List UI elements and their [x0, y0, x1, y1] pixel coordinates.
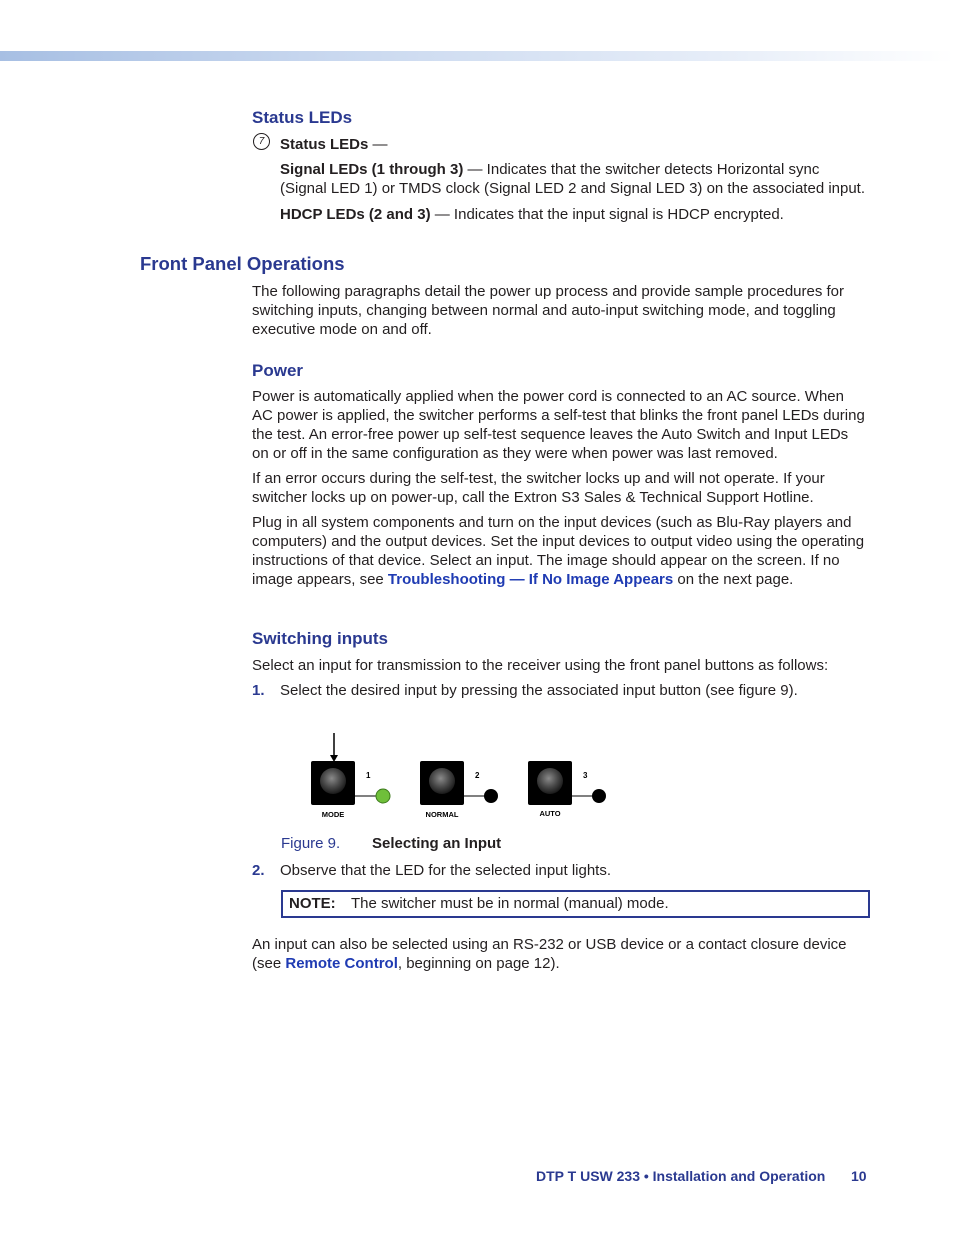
- input-led-3: [592, 789, 606, 803]
- step-1-text: Select the desired input by pressing the associated input button (see figure 9).: [280, 682, 798, 699]
- input-number-2: 2: [475, 771, 480, 780]
- remote-control-link[interactable]: Remote Control: [285, 955, 398, 972]
- selection-arrow: [330, 733, 338, 762]
- hdcp-leds-text: — Indicates that the input signal is HDCP encrypted.: [430, 206, 784, 223]
- signal-leds-title: Signal LEDs (1 through 3): [280, 161, 464, 178]
- button-label-normal: NORMAL: [425, 810, 459, 819]
- step-1-number: 1.: [252, 682, 265, 699]
- note-text: The switcher must be in normal (manual) mode.: [351, 895, 669, 912]
- signal-leds-paragraph: [280, 160, 870, 198]
- input-button-1-face: [320, 768, 346, 794]
- power-paragraph-2: If an error occurs during the self-test, the switcher locks up and will not operate. If your switcher locks up on power-up, call the Extron S3 Sales & Technical Support Hotline.: [252, 470, 825, 506]
- status-leds-item-title: Status LEDs: [280, 136, 369, 153]
- input-button-2-group[interactable]: [420, 761, 498, 819]
- front-panel-heading: Front Panel Operations: [140, 253, 345, 274]
- figure-caption-number: Figure 9.: [281, 835, 341, 852]
- callout-number: 7: [253, 133, 270, 150]
- step-2-number: 2.: [252, 862, 265, 879]
- front-panel-figure: [300, 728, 620, 828]
- figure-caption-title: Selecting an Input: [372, 835, 502, 852]
- input-button-3-group[interactable]: [528, 761, 606, 818]
- switching-inputs-heading: Switching inputs: [252, 629, 388, 648]
- input-button-1-group[interactable]: [311, 761, 390, 819]
- status-leds-item-dash: —: [368, 136, 388, 153]
- note-box: [281, 890, 870, 918]
- button-label-auto: AUTO: [539, 809, 561, 818]
- footer-title: DTP T USW 233 • Installation and Operation: [536, 1168, 826, 1184]
- page-number: 10: [851, 1168, 867, 1184]
- power-paragraph-3: [252, 513, 867, 589]
- step-2-text: Observe that the LED for the selected input lights.: [280, 862, 612, 879]
- input-button-3-face: [537, 768, 563, 794]
- closing-before: An input can also be selected using an RS-232 or USB device or a contact closure device (see: [252, 936, 847, 972]
- note-label: NOTE:: [289, 895, 336, 912]
- button-label-mode: MODE: [321, 810, 345, 819]
- power-paragraph-3-before: Plug in all system components and turn on the input devices (such as Blu-Ray players and computers) and the output devices. Set the input devices to output video using the operating instructions of that device. Select an input. The image should appear on the screen. If no image appears, see: [252, 514, 865, 588]
- hdcp-leds-title: HDCP LEDs (2 and 3): [280, 206, 431, 223]
- input-number-3: 3: [583, 771, 588, 780]
- closing-after: , beginning on page 12).: [397, 955, 560, 972]
- input-led-1: [376, 789, 390, 803]
- input-button-2-face: [429, 768, 455, 794]
- signal-leds-text: — Indicates that the switcher detects Horizontal sync (Signal LED 1) or TMDS clock (Signal LED 2 and Signal LED 3) on the associated input.: [280, 161, 866, 197]
- front-panel-intro: The following paragraphs detail the power up process and provide sample procedures for switching inputs, changing between normal and auto-input switching mode, and toggling executive mode on and off.: [252, 283, 845, 338]
- input-number-1: 1: [366, 771, 371, 780]
- status-leds-heading: Status LEDs: [252, 108, 353, 127]
- troubleshooting-link[interactable]: Troubleshooting — If No Image Appears: [387, 571, 674, 588]
- power-heading: Power: [252, 361, 304, 380]
- header-bar: [0, 51, 954, 61]
- input-led-2: [484, 789, 498, 803]
- switching-intro: Select an input for transmission to the receiver using the front panel buttons as follows:: [252, 657, 829, 674]
- status-leds-item: [280, 135, 388, 154]
- power-paragraph-3-after: on the next page.: [673, 571, 794, 588]
- closing-paragraph: [252, 935, 867, 973]
- power-paragraph-1: Power is automatically applied when the power cord is connected to an AC source. When AC power is applied, the switcher performs a self-test that blinks the front panel LEDs during the test. An error-free power up self-test sequence leaves the Auto Switch and Input LEDs on or off in the same configuration as they were when power was last removed.: [252, 388, 865, 462]
- hdcp-leds-paragraph: [280, 205, 870, 224]
